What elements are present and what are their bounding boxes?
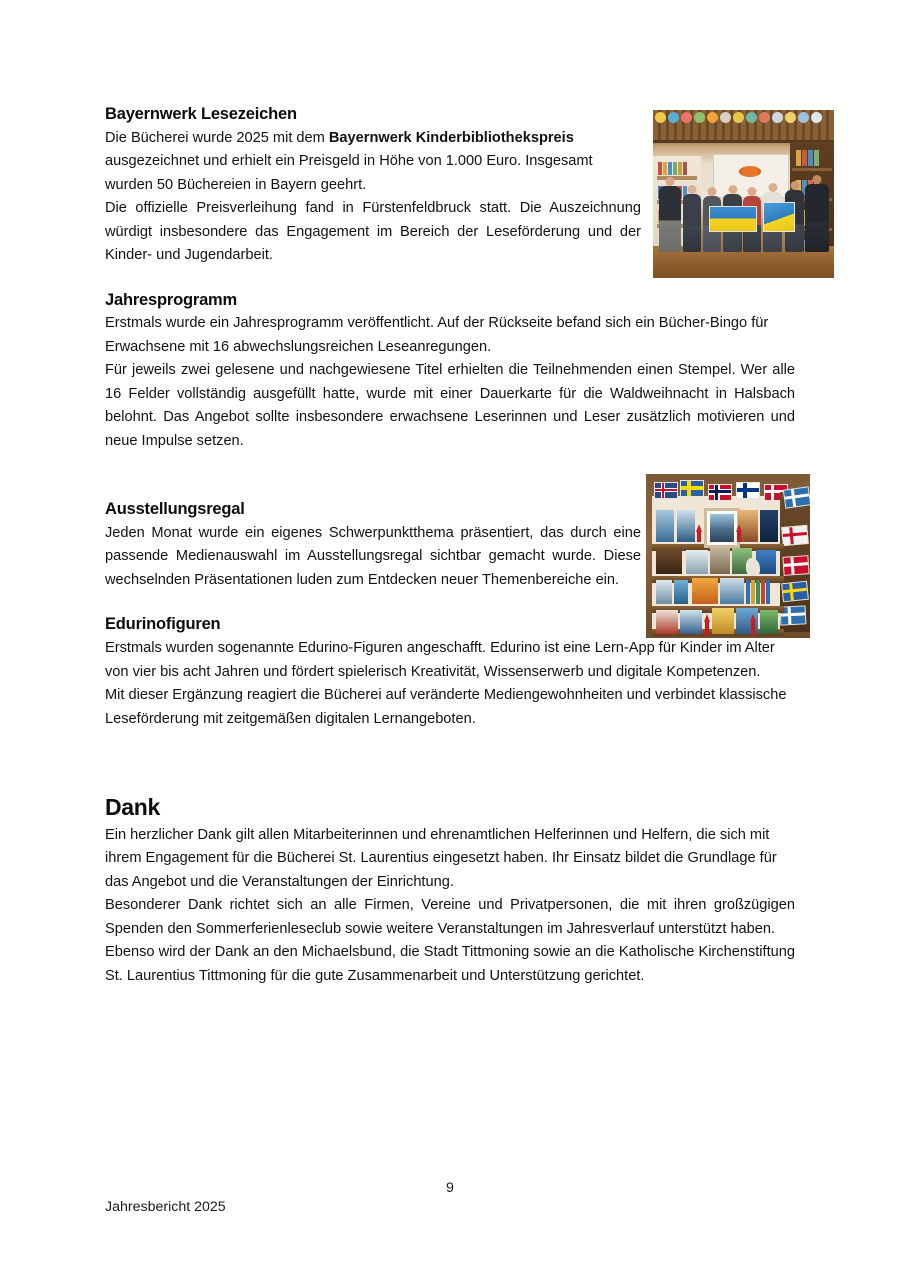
paragraph-bayernwerk-1 [105, 127, 641, 198]
paragraph-jahresprogramm-2: Für jeweils zwei gelesene und nachgewiesene Titel erhielten die Teilnehmenden einen Stempel. Wer alle 16 Felder vollständig ausgefüllt hatte, wurde mit einer Dauerkarte für die Waldweihnacht in Halsbach belohnt. Das Angebot sollte insbesondere erwachsene Leserinnen und Leser zusätzlich motivieren und neue Impulse setzen. [105, 362, 795, 449]
text-run: Die Bücherei wurde 2025 mit dem [105, 129, 329, 146]
paragraph-ausstellungsregal-1: Jeden Monat wurde ein eigenes Schwerpunktthema präsentiert, das durch eine passende Medienauswahl im Ausstellungsregal sichtbar gemacht wurde. Diese wechselnden Präsentationen luden zum Entdecken neuer Themenbereiche ein. [105, 524, 641, 588]
bold-award-name: Bayernwerk Kinderbibliothekspreis [328, 129, 574, 146]
text-run: ausgezeichnet und erhielt ein Preisgeld in Höhe von 1.000 Euro. Insgesamt wurden 50 Büchereien in Bayern geehrt. [105, 153, 593, 193]
heading-jahresprogramm: Jahresprogramm [105, 290, 238, 309]
paragraph-edurinofiguren-1: Erstmals wurden sogenannte Edurino-Figuren angeschafft. Edurino ist eine Lern-App für Kinder im Alter von vier bis acht Jahren und fördert spielerisch Kreativität, Wissenserwerb und digitale Kompetenzen. [105, 640, 775, 680]
paragraph-dank-2: Besonderer Dank richtet sich an alle Firmen, Vereine und Privatpersonen, die mit ihren großzügigen Spenden den Sommerferienleseclub sowie weitere Veranstaltungen im Jahresverlauf unterstützt haben. [105, 897, 795, 937]
section-jahresprogramm [105, 290, 795, 454]
document-body [105, 104, 795, 988]
heading-dank: Dank [105, 794, 161, 820]
heading-bayernwerk-lesezeichen: Bayernwerk Lesezeichen [105, 105, 297, 123]
paragraph-dank-1: Ein herzlicher Dank gilt allen Mitarbeiterinnen und ehrenamtlichen Helferinnen und Helfern, die sich mit ihrem Engagement für die Bücherei St. Laurentius eingesetzt haben. Ihr Einsatz bildet die Grundlage für das Angebot und die Veranstaltungen der Einrichtung. [105, 826, 777, 890]
section-dank [105, 793, 795, 988]
paragraph-edurinofiguren-2: Mit dieser Ergänzung reagiert die Bücherei auf veränderte Mediengewohnheiten und verbindet klassische Leseförderung mit zeitgemäßen digitalen Lernangeboten. [105, 687, 787, 727]
section-ausstellungsregal [105, 499, 795, 592]
person-figure [805, 184, 829, 252]
heading-edurinofiguren: Edurinofiguren [105, 615, 221, 634]
section-edurinofiguren [105, 614, 795, 731]
paragraph-jahresprogramm-1: Erstmals wurde ein Jahresprogramm veröffentlicht. Auf der Rückseite befand sich ein Bücher-Bingo für Erwachsene mit 16 abwechslungsreichen Leseanregungen. [105, 315, 769, 355]
page-number: 9 [446, 1180, 454, 1196]
footer-label: Jahresbericht 2025 [105, 1199, 226, 1215]
paragraph-dank-3: Ebenso wird der Dank an den Michaelsbund, die Stadt Tittmoning sowie an die Katholische Kirchenstiftung St. Laurentius Tittmoning für die gute Zusammenarbeit und Unterstützung gerichtet. [105, 944, 795, 984]
heading-ausstellungsregal: Ausstellungsregal [105, 500, 245, 519]
paragraph-bayernwerk-2: Die offizielle Preisverleihung fand in Fürstenfeldbruck statt. Die Auszeichnung würdigt insbesondere das Engagement im Bereich der Leseförderung und der Kinder- und Jugendarbeit. [105, 200, 641, 264]
section-bayernwerk-lesezeichen [105, 104, 795, 268]
